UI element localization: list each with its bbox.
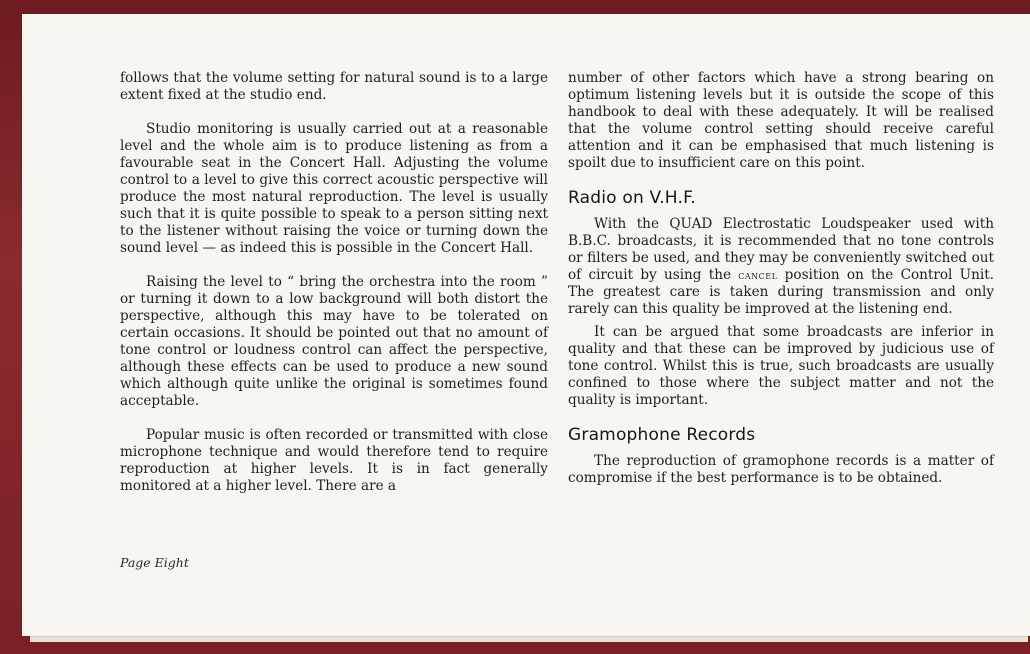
book-page <box>22 14 1030 636</box>
left-text-column <box>120 70 548 495</box>
cancel-smallcaps: cancel <box>738 268 778 282</box>
radio-text-after: position on the Control Unit. The greatest care is taken during transmission and only rarely can this quality be improved at the listening end. <box>568 267 994 317</box>
left-paragraph-4: Popular music is often recorded or transmitted with close microphone technique and would therefore tend to require reproduction at higher levels. It is in fact generally monitored at a higher level. There are a <box>120 427 548 494</box>
radio-text-before: With the QUAD Electrostatic Loudspeaker used with B.B.C. broadcasts, it is recommended that no tone controls or filters be used, and they may be conveniently switched out of circuit by using the <box>568 216 994 283</box>
right-paragraph-1: number of other factors which have a strong bearing on optimum listening levels but it is outside the scope of this handbook to deal with these adequately. It will be realised that the volume control setting should receive careful attention and it can be emphasised that much listening is spoilt due to insufficient care on this point. <box>568 70 994 171</box>
right-text-column <box>568 70 994 487</box>
left-paragraph-3: Raising the level to “ bring the orchestra into the room ” or turning it down to a low background will both distort the perspective, although this may have to be tolerated on certain occasions. It should be pointed out that no amount of tone control or loudness control can affect the perspective, although these effects can be used to produce a new sound which although quite unlike the original is sometimes found acceptable. <box>120 274 548 409</box>
left-paragraph-1: follows that the volume setting for natural sound is to a large extent fixed at the studio end. <box>120 70 548 103</box>
radio-paragraph-2: It can be argued that some broadcasts are inferior in quality and that these can be improved by judicious use of tone control. Whilst this is true, such broadcasts are usually confined to those where the subject matter and not the quality is important. <box>568 324 994 408</box>
section-heading-gramophone: Gramophone Records <box>568 425 756 445</box>
left-paragraph-2: Studio monitoring is usually carried out at a reasonable level and the whole aim is to produce listening as from a favourable seat in the Concert Hall. Adjusting the volume control to a level to give this correct acoustic perspective will produce the most natural reproduction. The level is usually such that it is quite possible to speak to a person sitting next to the listener without raising the voice or turning down the sound level — as indeed this is possible in the Concert Hall. <box>120 121 548 256</box>
section-heading-radio: Radio on V.H.F. <box>568 188 696 208</box>
gramophone-paragraph-1: The reproduction of gramophone records is a matter of compromise if the best performance is to be obtained. <box>568 453 994 486</box>
page-number-label: Page Eight <box>120 555 189 570</box>
radio-paragraph-1 <box>568 216 994 318</box>
